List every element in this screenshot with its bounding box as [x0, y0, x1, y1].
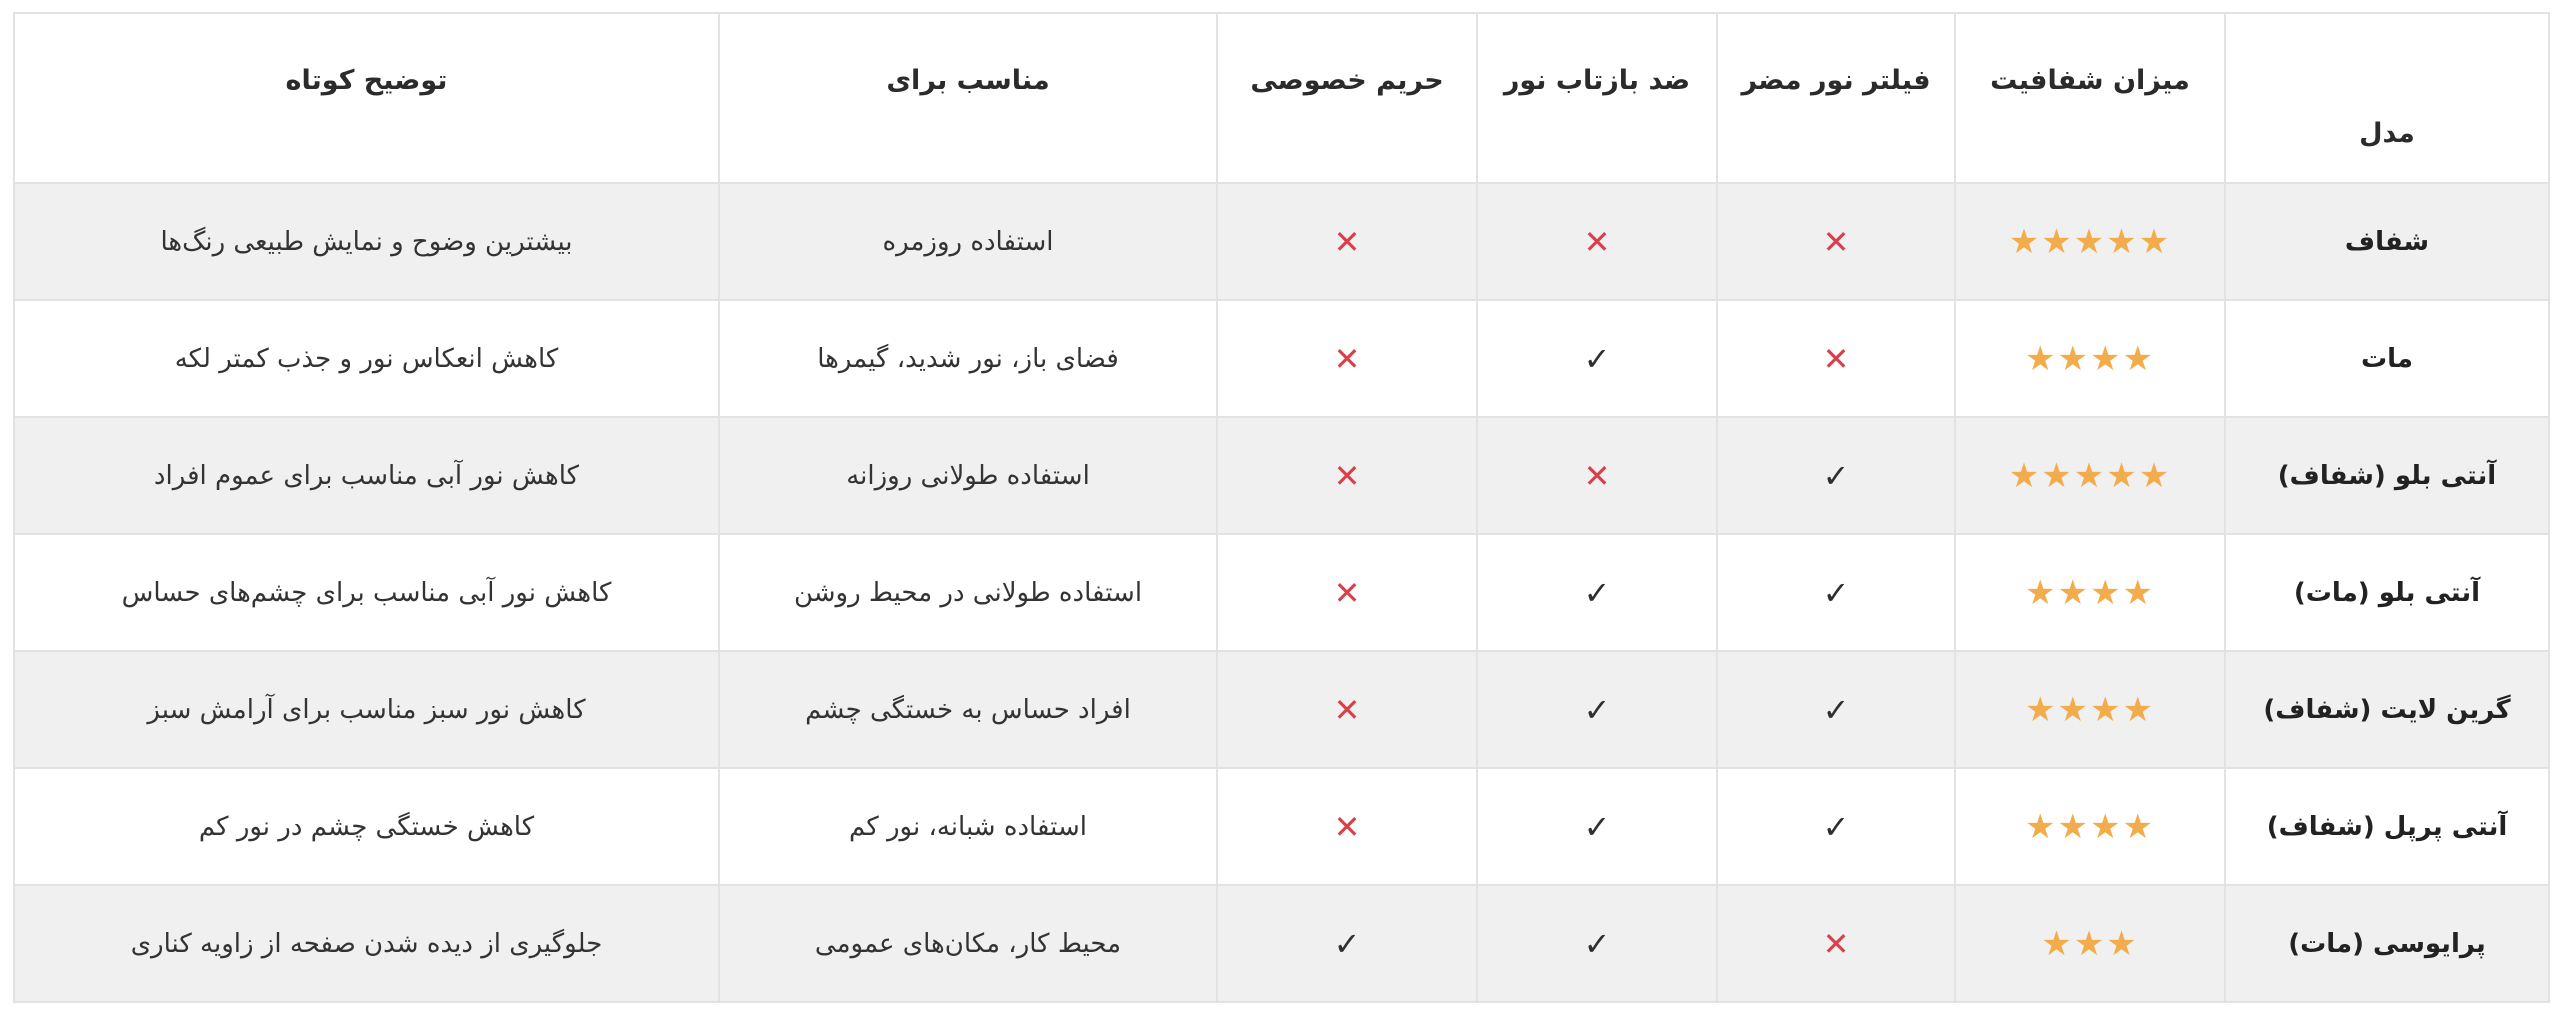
cross-icon: ✕ [1333, 690, 1361, 729]
row-model-name: آنتی بلو (مات) [2225, 534, 2549, 651]
row-transparency-rating [1955, 183, 2225, 300]
row-anti-glare [1477, 534, 1717, 651]
star-icon: ★★★★ [2025, 806, 2155, 847]
row-description: کاهش خستگی چشم در نور کم [14, 768, 719, 885]
check-icon: ✓ [1822, 690, 1850, 729]
row-anti-glare [1477, 417, 1717, 534]
table-row [14, 885, 2549, 1002]
row-transparency-rating [1955, 300, 2225, 417]
cross-icon: ✕ [1333, 807, 1361, 846]
row-privacy [1217, 768, 1477, 885]
row-transparency-rating [1955, 768, 2225, 885]
row-anti-glare [1477, 651, 1717, 768]
table-row [14, 534, 2549, 651]
row-suitable-for: افراد حساس به خستگی چشم [719, 651, 1217, 768]
cross-icon: ✕ [1333, 339, 1361, 378]
row-description: کاهش نور سبز مناسب برای آرامش سبز [14, 651, 719, 768]
row-anti-glare [1477, 300, 1717, 417]
cross-icon: ✕ [1333, 222, 1361, 261]
row-privacy [1217, 885, 1477, 1002]
row-suitable-for: استفاده شبانه، نور کم [719, 768, 1217, 885]
row-harmful-light-filter [1717, 300, 1955, 417]
table-row [14, 768, 2549, 885]
cross-icon: ✕ [1822, 339, 1850, 378]
check-icon: ✓ [1822, 573, 1850, 612]
header-privacy: حریم خصوصی [1217, 13, 1477, 183]
check-icon: ✓ [1583, 690, 1611, 729]
row-harmful-light-filter [1717, 417, 1955, 534]
header-description: توضیح کوتاه [14, 13, 719, 183]
row-harmful-light-filter [1717, 885, 1955, 1002]
row-anti-glare [1477, 885, 1717, 1002]
row-harmful-light-filter [1717, 534, 1955, 651]
star-icon: ★★★★★ [2008, 455, 2172, 496]
check-icon: ✓ [1822, 807, 1850, 846]
comparison-table [13, 12, 2550, 1003]
table-row [14, 300, 2549, 417]
row-transparency-rating [1955, 534, 2225, 651]
row-privacy [1217, 534, 1477, 651]
check-icon: ✓ [1333, 924, 1361, 963]
table-row [14, 651, 2549, 768]
row-transparency-rating [1955, 885, 2225, 1002]
row-transparency-rating [1955, 417, 2225, 534]
header-harmful-light-filter: فیلتر نور مضر [1717, 13, 1955, 183]
header-model: مدل [2225, 13, 2549, 183]
cross-icon: ✕ [1822, 222, 1850, 261]
row-description: بیشترین وضوح و نمایش طبیعی رنگ‌ها [14, 183, 719, 300]
check-icon: ✓ [1583, 573, 1611, 612]
table-row [14, 183, 2549, 300]
star-icon: ★★★★★ [2008, 221, 2172, 262]
check-icon: ✓ [1583, 339, 1611, 378]
cross-icon: ✕ [1333, 456, 1361, 495]
row-suitable-for: استفاده روزمره [719, 183, 1217, 300]
row-privacy [1217, 417, 1477, 534]
table-body [14, 183, 2549, 1002]
row-model-name: پرایوسی (مات) [2225, 885, 2549, 1002]
header-suitable-for: مناسب برای [719, 13, 1217, 183]
row-harmful-light-filter [1717, 651, 1955, 768]
header-anti-glare: ضد بازتاب نور [1477, 13, 1717, 183]
row-suitable-for: استفاده طولانی روزانه [719, 417, 1217, 534]
row-description: کاهش نور آبی مناسب برای چشم‌های حساس [14, 534, 719, 651]
table-row [14, 417, 2549, 534]
cross-icon: ✕ [1583, 222, 1611, 261]
row-transparency-rating [1955, 651, 2225, 768]
row-anti-glare [1477, 768, 1717, 885]
check-icon: ✓ [1583, 807, 1611, 846]
row-description: کاهش انعکاس نور و جذب کمتر لکه [14, 300, 719, 417]
cross-icon: ✕ [1583, 456, 1611, 495]
row-harmful-light-filter [1717, 183, 1955, 300]
row-description: کاهش نور آبی مناسب برای عموم افراد [14, 417, 719, 534]
row-harmful-light-filter [1717, 768, 1955, 885]
row-suitable-for: استفاده طولانی در محیط روشن [719, 534, 1217, 651]
cross-icon: ✕ [1822, 924, 1850, 963]
row-privacy [1217, 183, 1477, 300]
row-model-name: گرین لایت (شفاف) [2225, 651, 2549, 768]
row-model-name: شفاف [2225, 183, 2549, 300]
row-suitable-for: فضای باز، نور شدید، گیمرها [719, 300, 1217, 417]
star-icon: ★★★★ [2025, 338, 2155, 379]
row-privacy [1217, 651, 1477, 768]
star-icon: ★★★★ [2025, 572, 2155, 613]
row-suitable-for: محیط کار، مکان‌های عمومی [719, 885, 1217, 1002]
row-model-name: آنتی پرپل (شفاف) [2225, 768, 2549, 885]
check-icon: ✓ [1583, 924, 1611, 963]
row-anti-glare [1477, 183, 1717, 300]
row-model-name: آنتی بلو (شفاف) [2225, 417, 2549, 534]
cross-icon: ✕ [1333, 573, 1361, 612]
header-transparency: میزان شفافیت [1955, 13, 2225, 183]
check-icon: ✓ [1822, 456, 1850, 495]
star-icon: ★★★★ [2025, 689, 2155, 730]
row-description: جلوگیری از دیده شدن صفحه از زاویه کناری [14, 885, 719, 1002]
star-icon: ★★★ [2041, 923, 2139, 964]
row-model-name: مات [2225, 300, 2549, 417]
table-header-row [14, 13, 2549, 183]
row-privacy [1217, 300, 1477, 417]
